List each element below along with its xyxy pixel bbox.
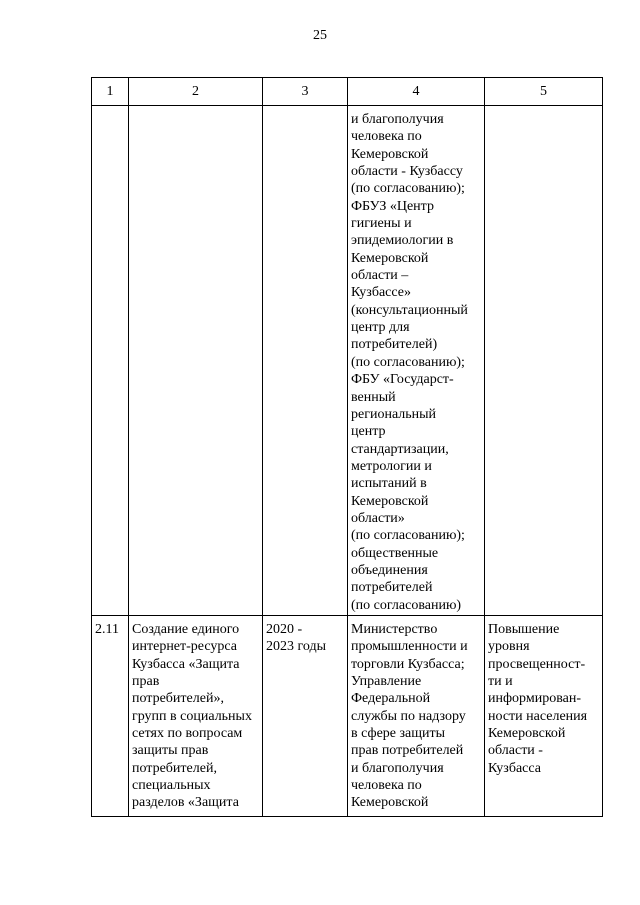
cell-executors: и благополучия человека по Кемеровской области - Кузбассу (по согласованию); ФБУЗ «Центр гигиены и эпидемиологии в Кемеровской области – Кузбассе» (консультационный центр для потребителей) (по согласованию); ФБУ «Государст- венный региональный центр стандартизации, метрологии и испытаний в Кемеровской области» (по согласованию); общественные объединения потребителей (по согласованию) <box>348 106 485 616</box>
cell-period: 2020 - 2023 годы <box>263 615 348 816</box>
table-row-2-11 <box>92 615 603 816</box>
measures-table <box>91 77 603 817</box>
cell-result <box>485 106 603 616</box>
header-col-3: 3 <box>263 78 348 106</box>
table-header <box>92 78 603 106</box>
header-col-5: 5 <box>485 78 603 106</box>
header-col-1: 1 <box>92 78 129 106</box>
header-row <box>92 78 603 106</box>
cell-number: 2.11 <box>92 615 129 816</box>
cell-activity <box>129 106 263 616</box>
cell-period <box>263 106 348 616</box>
cell-number <box>92 106 129 616</box>
cell-activity: Создание единого интернет-ресурса Кузбасса «Защита прав потребителей», групп в социальных сетях по вопросам защиты прав потребителей, специальных разделов «Защита <box>129 615 263 816</box>
cell-executors: Министерство промышленности и торговли Кузбасса; Управление Федеральной службы по надзору в сфере защиты прав потребителей и благополучия человека по Кемеровской <box>348 615 485 816</box>
table-row-continued <box>92 106 603 616</box>
header-col-2: 2 <box>129 78 263 106</box>
cell-result: Повышение уровня просвещенност- ти и информирован- ности населения Кемеровской области - Кузбасса <box>485 615 603 816</box>
page-number: 25 <box>313 28 327 43</box>
header-col-4: 4 <box>348 78 485 106</box>
